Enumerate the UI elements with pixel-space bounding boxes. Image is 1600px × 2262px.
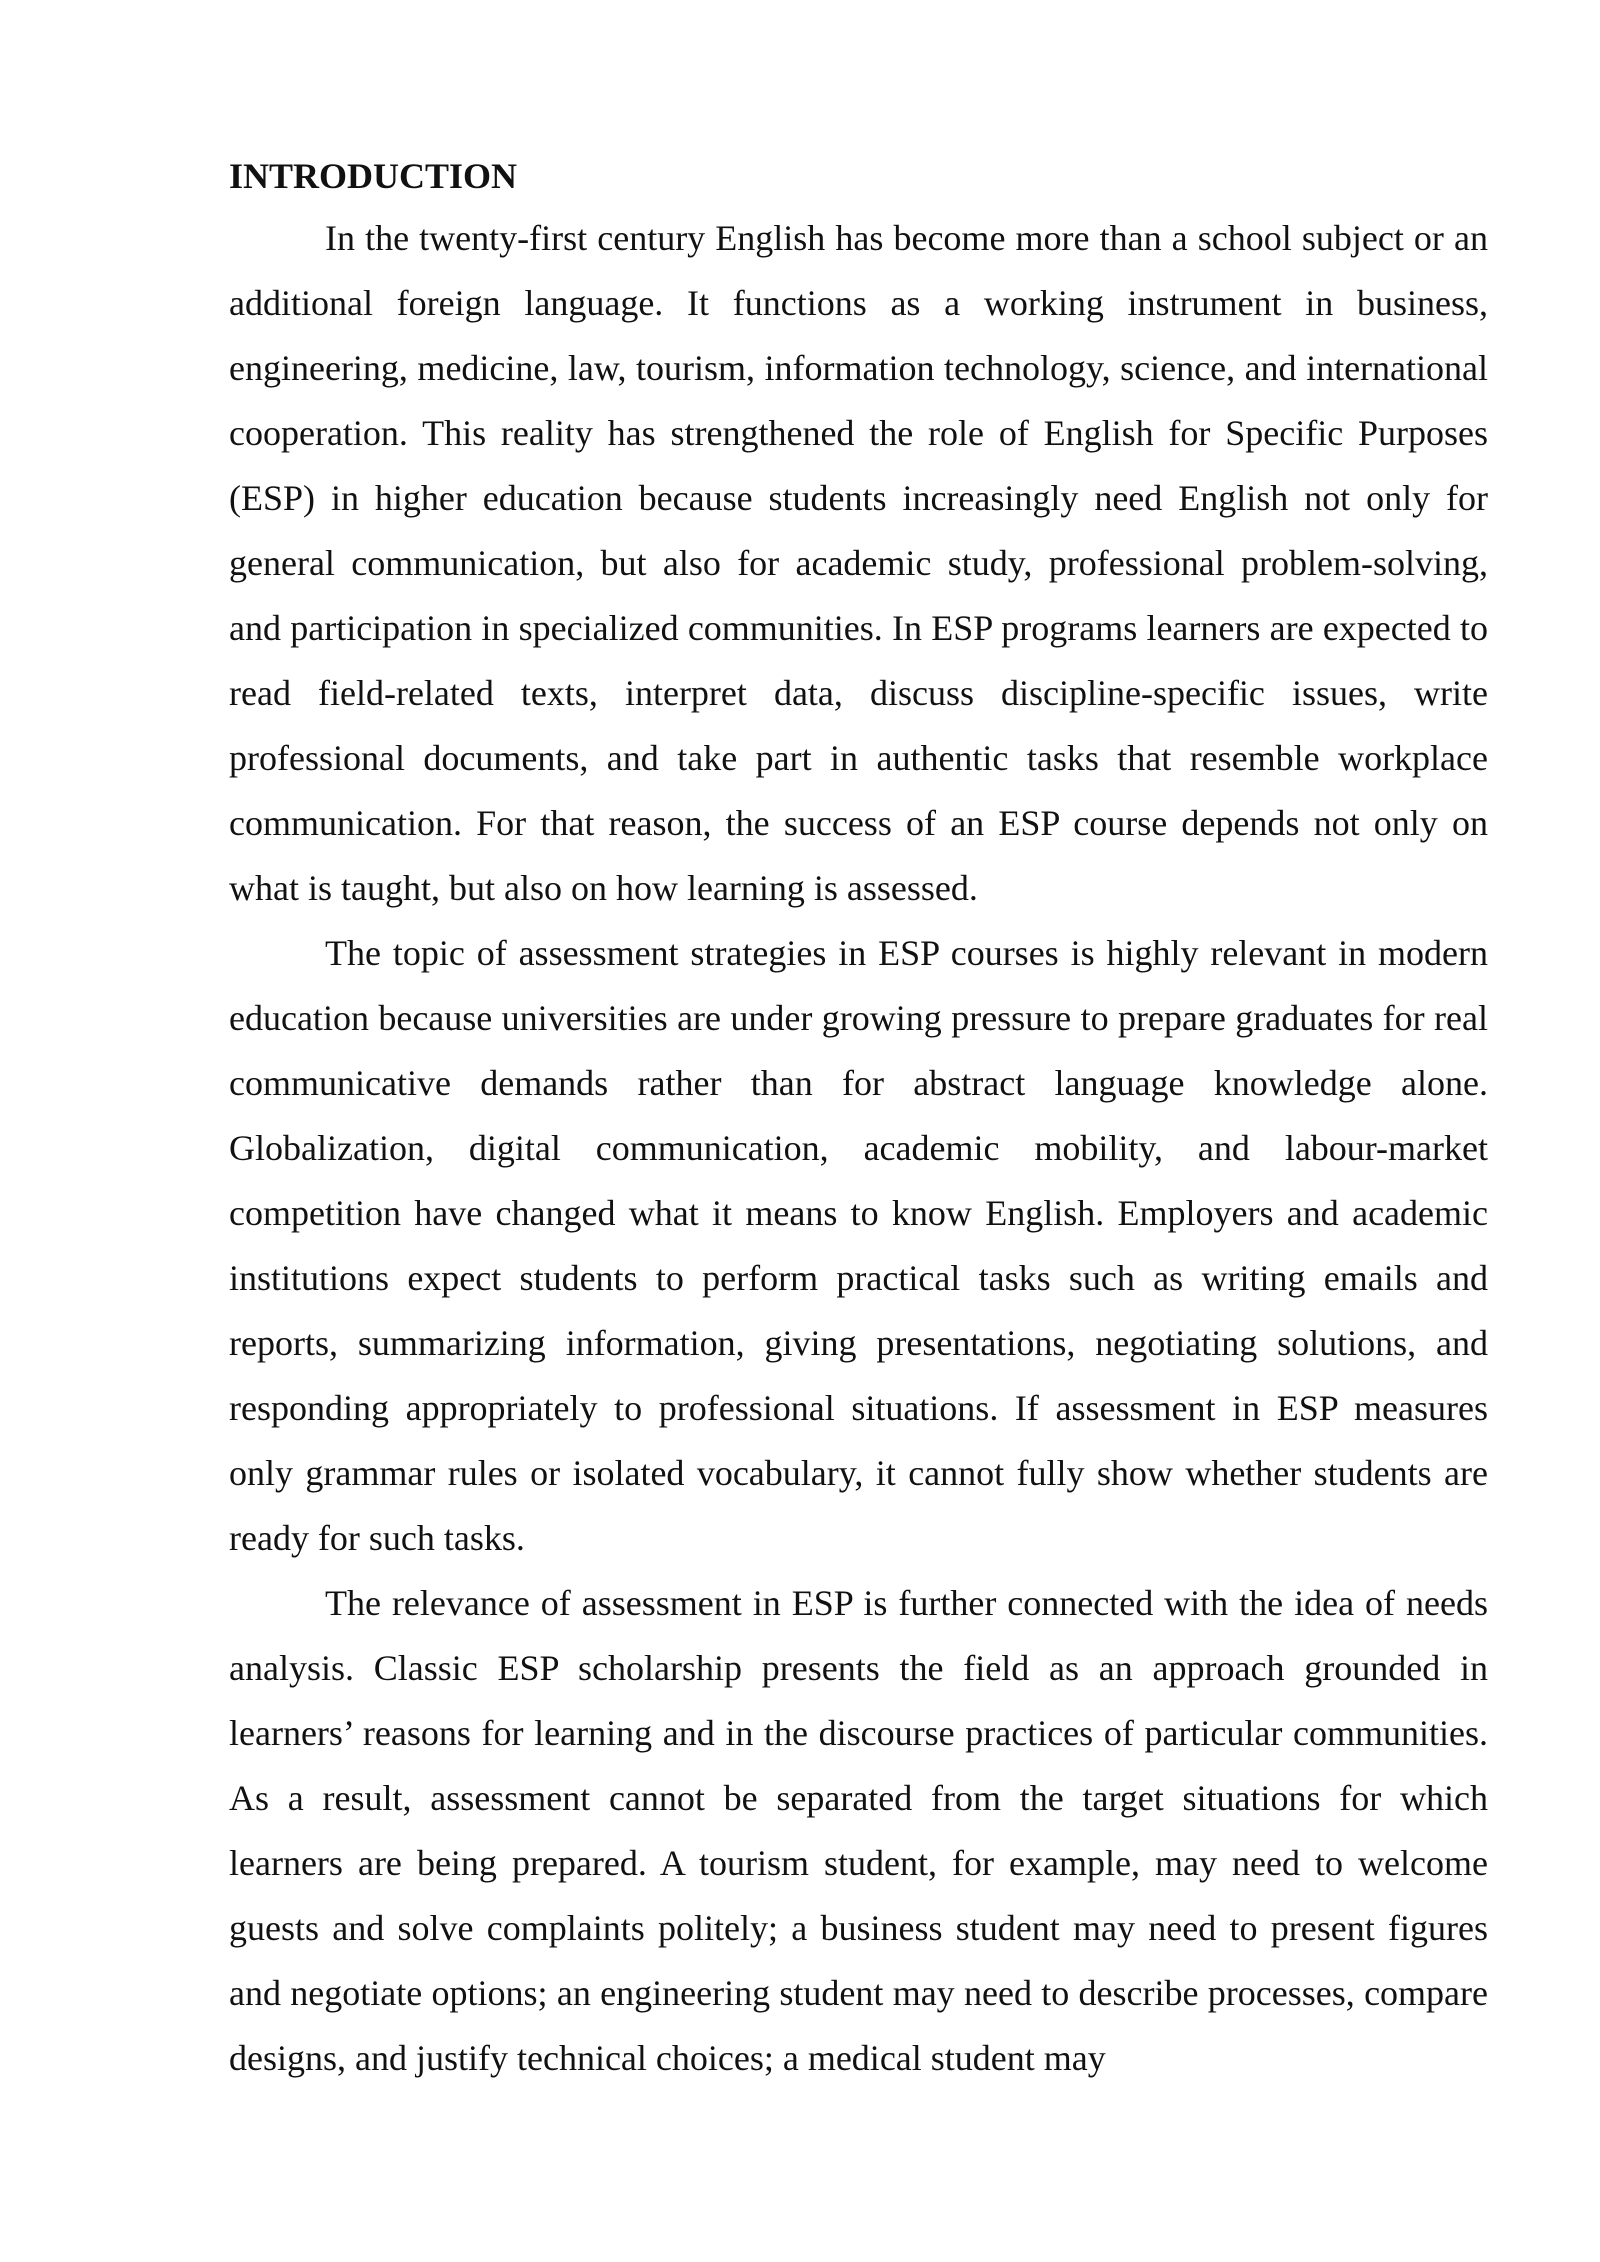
document-body — [229, 146, 1488, 2091]
section-heading: INTRODUCTION — [229, 156, 518, 196]
paragraph-2: The topic of assessment strategies in ESP courses is highly relevant in modern education because universities are under growing pressure to prepare graduates for real communicative demands rather than for abstract language knowledge alone. Globalization, digital communication, academic mobility, and labour-market competition have changed what it means to know English. Employers and academic institutions expect students to perform practical tasks such as writing emails and reports, summarizing information, giving presentations, negotiating solutions, and responding appropriately to professional situations. If assessment in ESP measures only grammar rules or isolated vocabulary, it cannot fully show whether students are ready for such tasks. — [229, 933, 1488, 1558]
paragraph-3: The relevance of assessment in ESP is further connected with the idea of needs analysis. Classic ESP scholarship presents the field as an approach grounded in learners’ reasons for learning and in the discourse practices of particular communities. As a result, assessment cannot be separated from the target situations for which learners are being prepared. A tourism student, for example, may need to welcome guests and solve complaints politely; a business student may need to present figures and negotiate options; an engineering student may need to describe processes, compare designs, and justify technical choices; a medical student may — [229, 1583, 1488, 2078]
paragraph-1: In the twenty-first century English has become more than a school subject or an additional foreign language. It functions as a working instrument in business, engineering, medicine, law, tourism, information technology, science, and international cooperation. This reality has strengthened the role of English for Specific Purposes (ESP) in higher education because students increasingly need English not only for general communication, but also for academic study, professional problem-solving, and participation in specialized communities. In ESP programs learners are expected to read field-related texts, interpret data, discuss discipline-specific issues, write professional documents, and take part in authentic tasks that resemble workplace communication. For that reason, the success of an ESP course depends not only on what is taught, but also on how learning is assessed. — [229, 218, 1488, 908]
